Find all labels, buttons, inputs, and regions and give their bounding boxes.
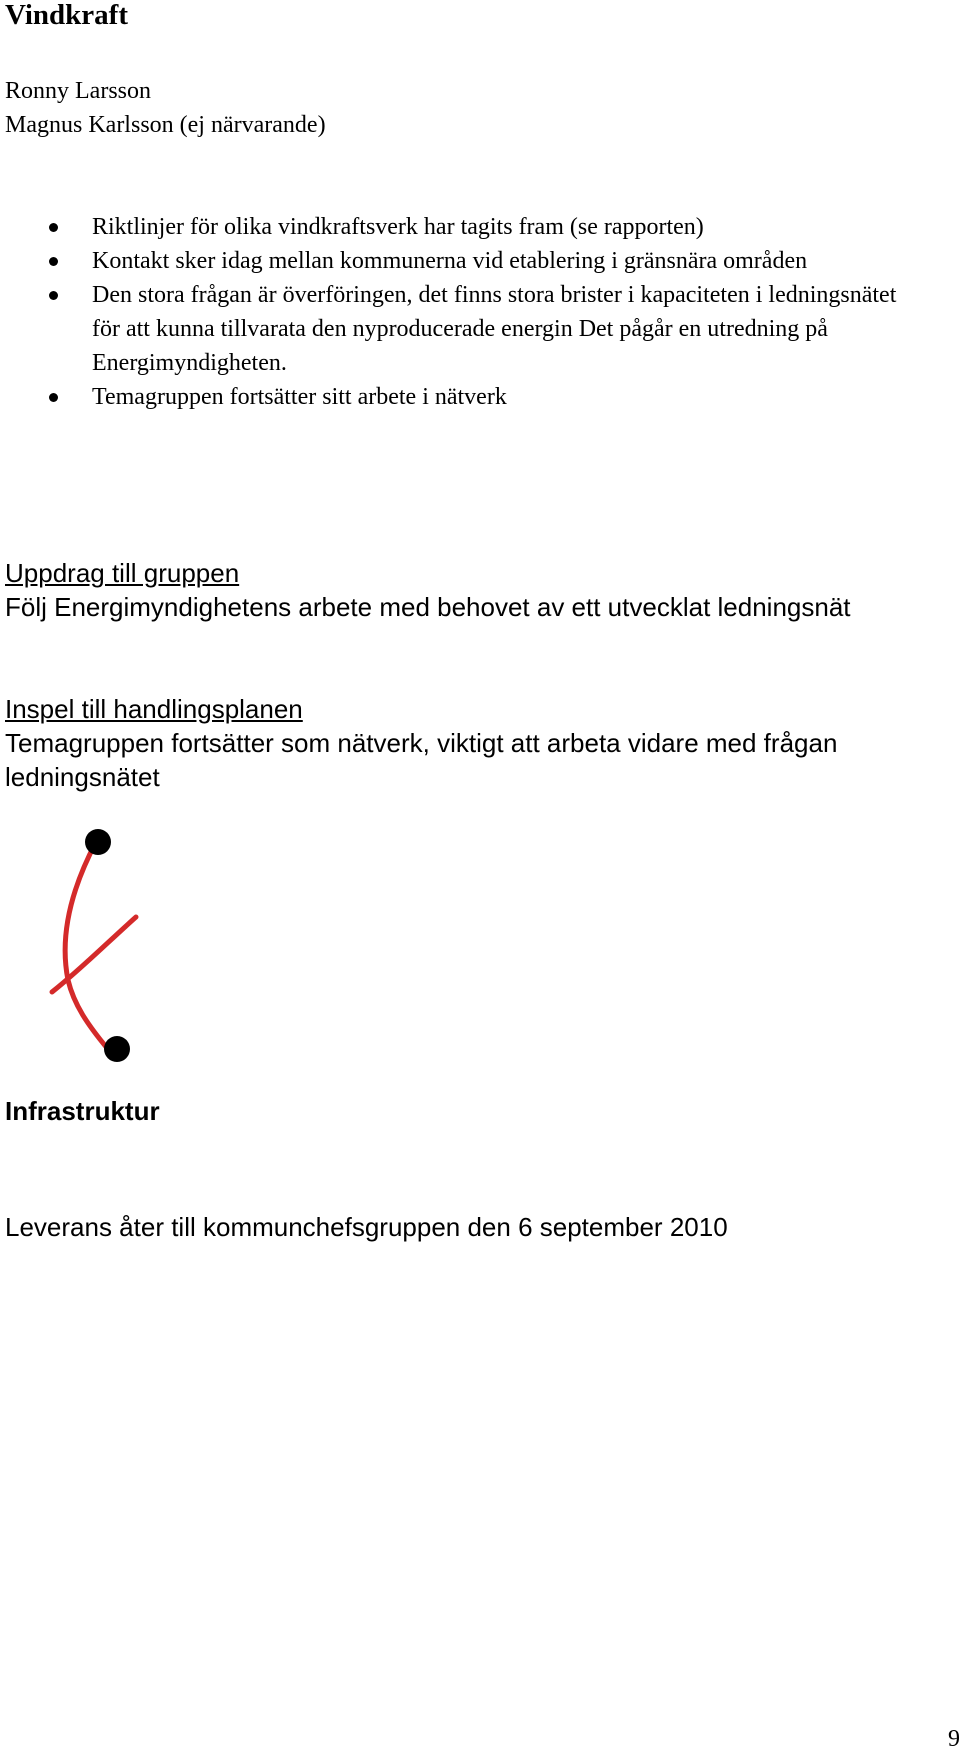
input-heading: Inspel till handlingsplanen [5,694,303,724]
member-list [5,74,326,142]
bullet-list [0,210,930,414]
logo-dot [85,829,111,855]
bullet-item [0,244,930,278]
bullet-icon [49,257,58,266]
logo-dot [104,1036,130,1062]
infrastructure-heading: Infrastruktur [5,1096,160,1126]
bullet-item [0,278,930,380]
member-name: Magnus Karlsson (ej närvarande) [5,112,326,138]
bullet-item [0,380,930,414]
bullet-item [0,210,930,244]
bullet-icon [49,393,58,402]
network-logo-icon [40,820,150,1065]
page-title: Vindkraft [5,0,128,31]
bullet-icon [49,223,58,232]
assignment-heading: Uppdrag till gruppen [5,558,240,588]
bullet-icon [49,291,58,300]
assignment-text: Följ Energimyndighetens arbete med behovet av ett utvecklat ledningsnät [5,592,851,622]
bullet-text: Temagruppen fortsätter sitt arbete i nätverk [92,384,507,410]
member-name: Ronny Larsson [5,78,151,104]
logo-curve [65,842,107,1048]
bullet-text: Riktlinjer för olika vindkraftsverk har tagits fram (se rapporten) [92,214,704,240]
delivery-note: Leverans åter till kommunchefsgruppen den 6 september 2010 [5,1212,728,1242]
bullet-text: Kontakt sker idag mellan kommunerna vid etablering i gränsnära områden [92,248,808,274]
input-text: Temagruppen fortsätter som nätverk, viktigt att arbeta vidare med frågan ledningsnätet [5,728,838,792]
bullet-text: Den stora frågan är överföringen, det finns stora brister i kapaciteten i ledningsnätet för att kunna tillvarata den nyproducerade energin Det pågår en utredning på Energimyndigheten. [92,282,897,376]
assignment-section [5,556,955,624]
input-section [5,692,955,794]
page-number: 9 [948,1726,960,1752]
